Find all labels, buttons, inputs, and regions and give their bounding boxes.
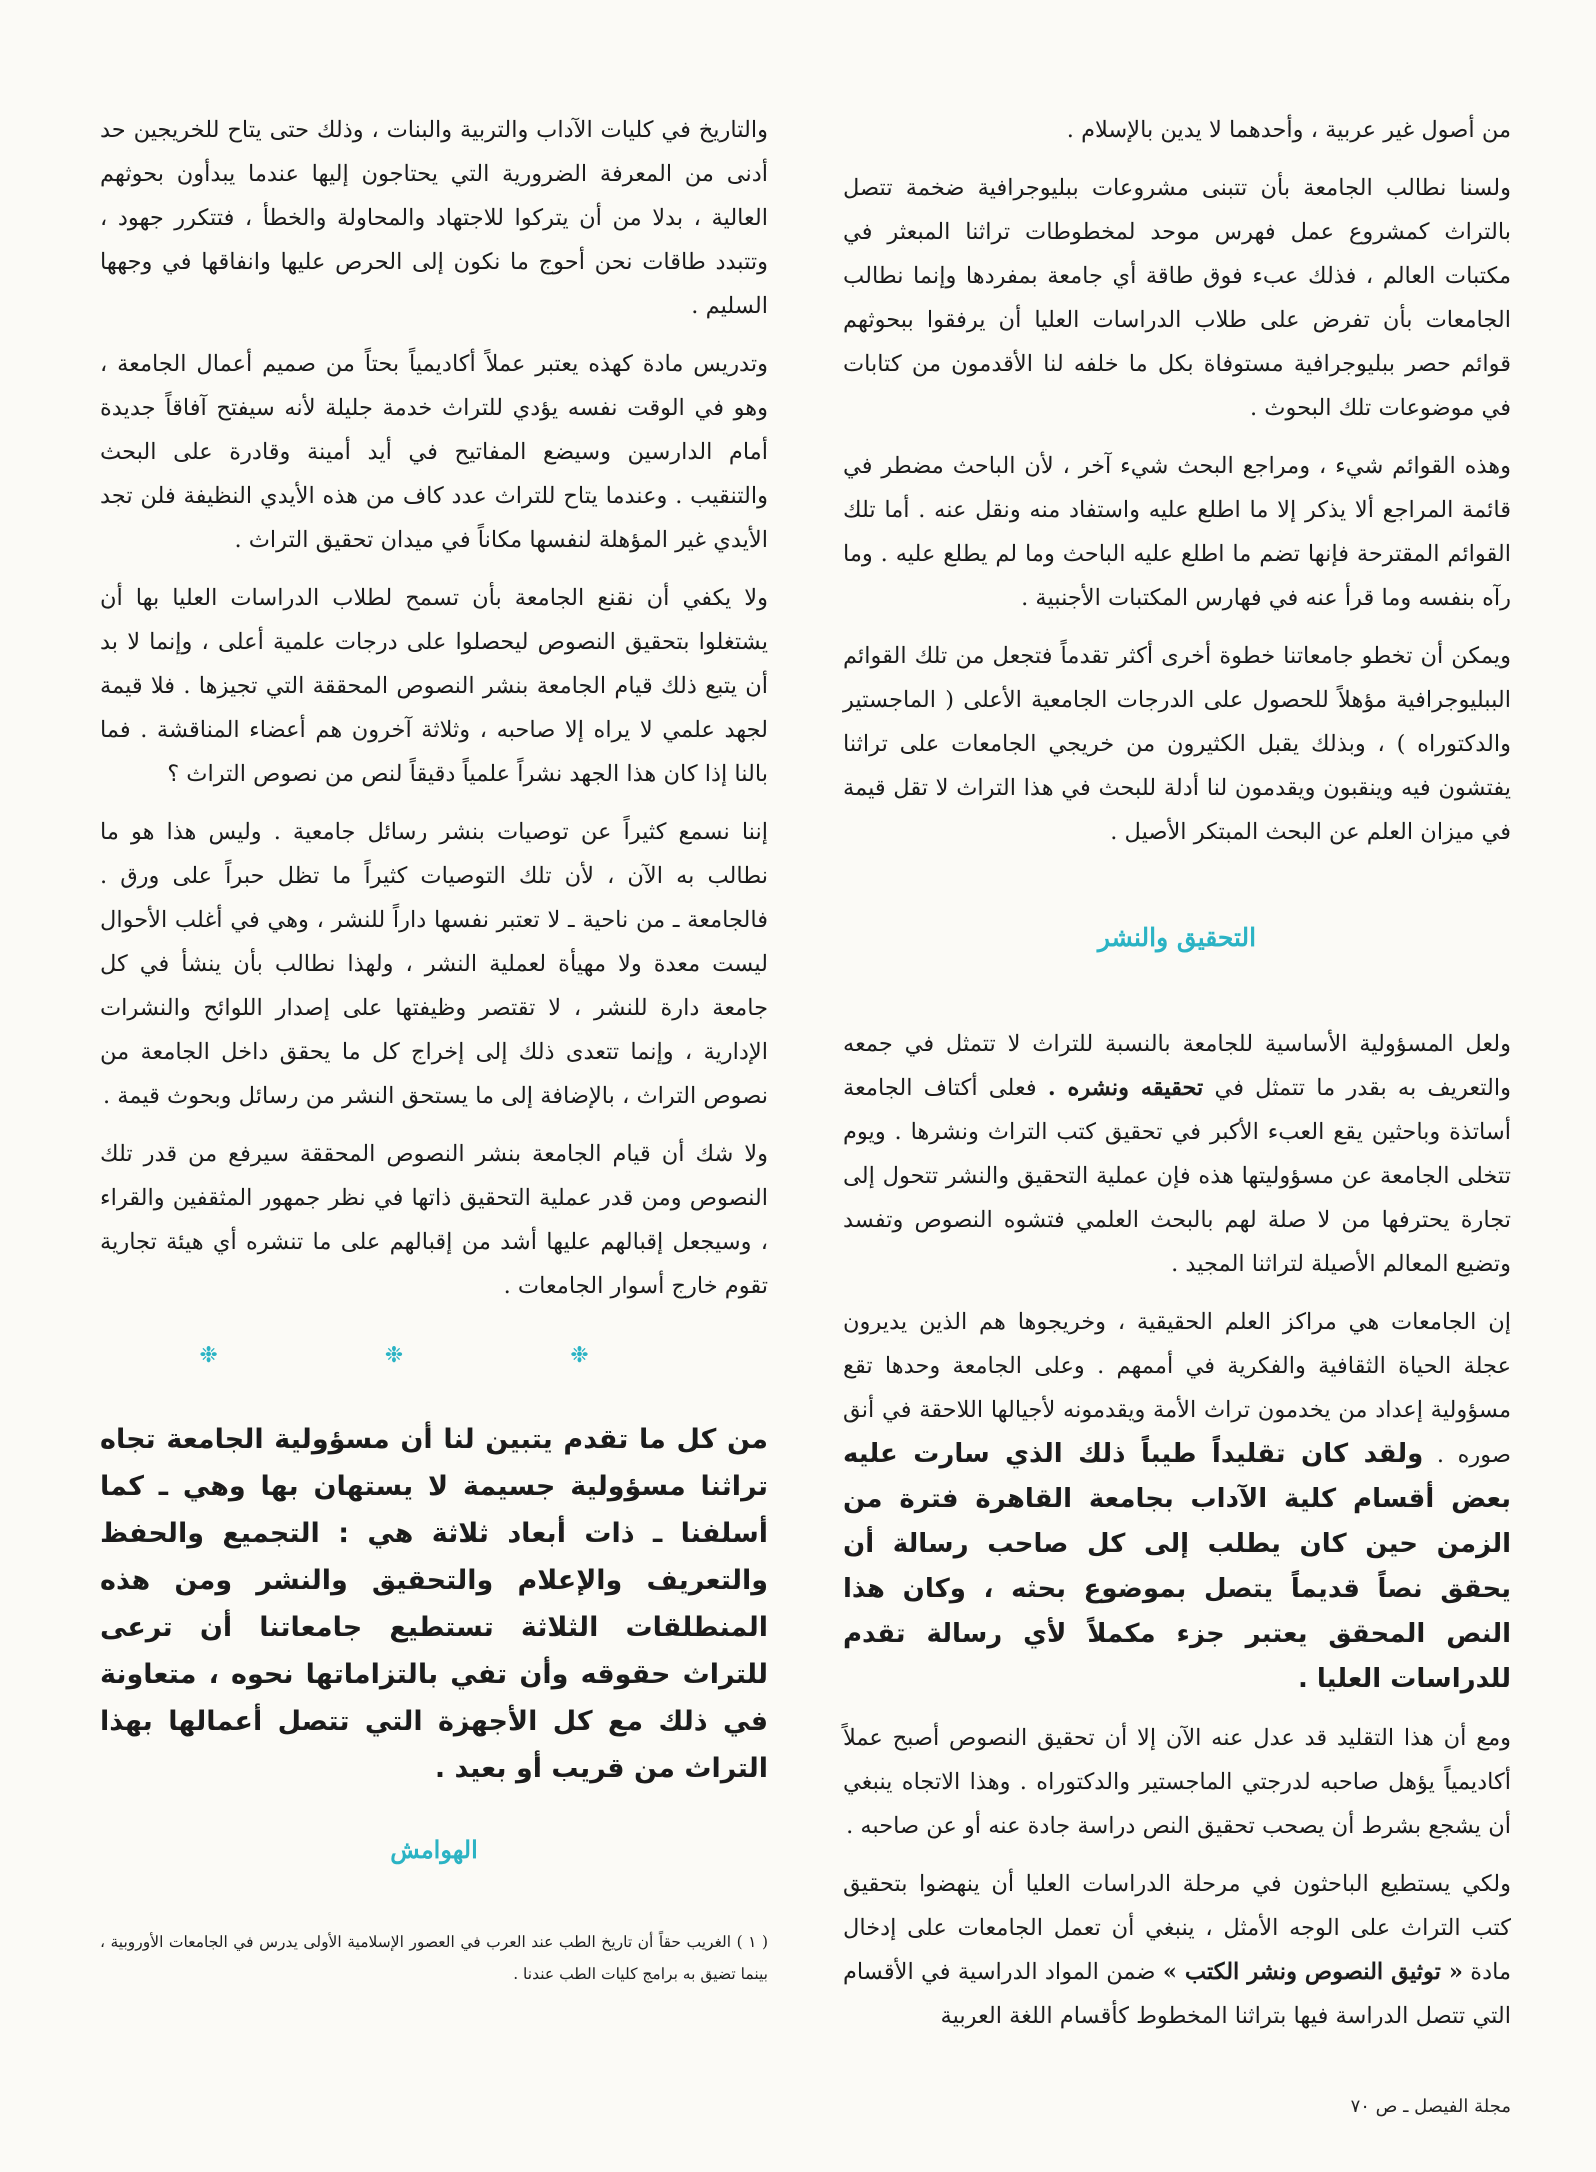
section-divider-stars: ❉ ❉ ❉: [199, 1343, 669, 1368]
paragraph: ولا يكفي أن نقنع الجامعة بأن تسمح لطلاب الدراسات العليا بها أن يشتغلوا بتحقيق النصوص ليحصلوا على درجات علمية أعلى ، وإنما لا بد أن يتبع ذلك قيام الجامعة بنشر النصوص المحققة التي تجيزها . فلا قيمة لجهد علمي لا يراه إلا صاحبه ، وثلاثة آخرون هم أعضاء المناقشة . فما بالنا إذا كان هذا الجهد نشراً علمياً دقيقاً لنص من نصوص التراث ؟: [100, 585, 768, 787]
paragraph: إننا نسمع كثيراً عن توصيات بنشر رسائل جامعية . وليس هذا هو ما نطالب به الآن ، لأن تلك التوصيات كثيراً ما تظل حبراً على ورق . فالجامعة ـ من ناحية ـ لا تعتبر نفسها داراً للنشر ، وهي في أغلب الأحوال ليست معدة ولا مهيأة لعملية النشر ، ولهذا نطالب بأن ينشأ في كل جامعة دارة للنشر ، لا تقتصر وظيفتها على إصدار اللوائح والنشرات الإدارية ، وإنما تتعدى ذلك إلى إخراج كل ما يحقق داخل الجامعة من نصوص التراث ، بالإضافة إلى ما يستحق النشر من رسائل وبحوث قيمة .: [100, 819, 768, 1109]
paragraph: [843, 1862, 1511, 2038]
right-column: [843, 108, 1511, 2052]
text-run: فعلى أكتاف الجامعة أساتذة وباحثين يقع العبء الأكبر في تحقيق كتب التراث ونشرها . ويوم تتخلى الجامعة عن مسؤوليتها هذه فإن عملية التحقيق والنشر تتحول إلى تجارة يحترفها من لا صلة لهم بالبحث العلمي فتشوه النصوص وتفسد وتضيع المعالم الأصيلة لتراثنا المجيد .: [843, 1075, 1511, 1277]
paragraph: [843, 1022, 1511, 1286]
footnote: ( ١ ) الغريب حقاً أن تاريخ الطب عند العرب في العصور الإسلامية الأولى يدرس في الجامعات الأوروبية ، بينما تضيق به برامج كليات الطب عندنا .: [100, 1933, 768, 1983]
notes-heading: الهوامش: [390, 1835, 478, 1864]
section-heading: التحقيق والنشر: [1097, 923, 1257, 952]
text-run: ضمن المواد الدراسية في الأقسام التي تتصل الدراسة فيها بتراثنا المخطوط كأقسام اللغة العربية: [843, 1959, 1511, 2029]
page-footer: مجلة الفيصل ـ ص ٧٠: [1350, 2096, 1511, 2117]
text-run: ولكي يستطيع الباحثون في مرحلة الدراسات العليا أن ينهضوا بتحقيق كتب التراث على الوجه الأمثل ، ينبغي أن تعمل الجامعات على إدخال مادة: [843, 1871, 1511, 1985]
paragraph: ويمكن أن تخطو جامعاتنا خطوة أخرى أكثر تقدماً فتجعل من تلك القوائم الببليوجرافية مؤهلاً للحصول على الدرجات الجامعية الأعلى ( الماجستير والدكتوراه ) ، وبذلك يقبل الكثيرون من خريجي الجامعات على تراثنا يفتشون فيه وينقبون ويقدمون لنا أدلة للبحث في هذا التراث لا تقل قيمة في ميزان العلم عن البحث المبتكر الأصيل .: [843, 643, 1511, 845]
text-run: إن الجامعات هي مراكز العلم الحقيقية ، وخريجوها هم الذين يديرون عجلة الحياة الثقافية والفكرية في أممهم . وعلى الجامعة وحدها تقع مسؤولية إعداد من يخدمون تراث الأمة ويقدمونه لأجيالها اللاحقة في أنق صوره .: [843, 1309, 1511, 1468]
paragraph: وتدريس مادة كهذه يعتبر عملاً أكاديمياً بحتاً من صميم أعمال الجامعة ، وهو في الوقت نفسه يؤدي للتراث خدمة جليلة لأنه سيفتح آفاقاً جديدة أمام الدارسين وسيضع المفاتيح في أيد أمينة وقادرة على البحث والتنقيب . وعندما يتاح للتراث عدد كاف من هذه الأيدي النظيفة فلن تجد الأيدي غير المؤهلة لنفسها مكاناً في ميدان تحقيق التراث .: [100, 351, 768, 553]
emphasis-text: تحقيقه ونشره .: [1047, 1075, 1204, 1101]
emphasis-text: « توثيق النصوص ونشر الكتب »: [1162, 1959, 1463, 1985]
paragraph: وهذه القوائم شيء ، ومراجع البحث شيء آخر ، لأن الباحث مضطر في قائمة المراجع ألا يذكر إلا ما اطلع عليه واستفاد منه ونقل عنه . أما تلك القوائم المقترحة فإنها تضم ما اطلع عليه الباحث وما لم يطلع عليه . وما رآه بنفسه وما قرأ عنه في فهارس المكتبات الأجنبية .: [843, 453, 1511, 611]
bold-passage: ولقد كان تقليداً طيباً ذلك الذي سارت عليه بعض أقسام كلية الآداب بجامعة القاهرة فترة من الزمن حين كان يطلب إلى كل صاحب رسالة أن يحقق نصاً قديماً يتصل بموضوع بحثه ، وكان هذا النص المحقق يعتبر جزء مكملاً لأي رسالة تقدم للدراسات العليا .: [843, 1439, 1511, 1694]
paragraph: ولا شك أن قيام الجامعة بنشر النصوص المحققة سيرفع من قدر تلك النصوص ومن قدر عملية التحقيق ذاتها في نظر جمهور المثقفين والقراء ، وسيجعل إقبالهم عليها أشد من إقبالهم على ما تنشره أي هيئة تجارية تقوم خارج أسوار الجامعات .: [100, 1141, 768, 1299]
paragraph: [843, 1300, 1511, 1702]
paragraph: والتاريخ في كليات الآداب والتربية والبنات ، وذلك حتى يتاح للخريجين حد أدنى من المعرفة الضرورية التي يحتاجون إليها عندما يبدأون بحوثهم العالية ، بدلا من أن يتركوا للاجتهاد والمحاولة والخطأ ، فتتكرر جهود ، وتتبدد طاقات نحن أحوج ما نكون إلى الحرص عليها وانفاقها في وجهها السليم .: [100, 117, 768, 319]
paragraph: ومع أن هذا التقليد قد عدل عنه الآن إلا أن تحقيق النصوص أصبح عملاً أكاديمياً يؤهل صاحبه لدرجتي الماجستير والدكتوراه . وهذا الاتجاه ينبغي أن يشجع بشرط أن يصحب تحقيق النص دراسة جادة عنه أو عن صاحبه .: [843, 1725, 1512, 1839]
paragraph: من أصول غير عربية ، وأحدهما لا يدين بالإسلام .: [1066, 117, 1511, 143]
conclusion-paragraph: من كل ما تقدم يتبين لنا أن مسؤولية الجامعة تجاه تراثنا مسؤولية جسيمة لا يستهان بها وهي ـ كما أسلفنا ـ ذات أبعاد ثلاثة هي : التجميع والحفظ والتعريف والإعلام والتحقيق والنشر ومن هذه المنطلقات الثلاثة تستطيع جامعاتنا أن ترعى للتراث حقوقه وأن تفي بالتزاماتها نحوه ، متعاونة في ذلك مع كل الأجهزة التي تتصل أعمالها بهذا التراث من قريب أو بعيد .: [100, 1424, 768, 1784]
paragraph: ولسنا نطالب الجامعة بأن تتبنى مشروعات ببليوجرافية ضخمة تتصل بالتراث كمشروع عمل فهرس موحد لمخطوطات تراثنا المبعثر في مكتبات العالم ، فذلك عبء فوق طاقة أي جامعة بمفردها وإنما نطالب الجامعات بأن تفرض على طلاب الدراسات العليا أن يرفقوا ببحوثهم قوائم حصر ببليوجرافية مستوفاة بكل ما خلفه لنا الأقدمون من كتابات في موضوعات تلك البحوث .: [843, 175, 1511, 421]
text-run: ولعل المسؤولية الأساسية للجامعة بالنسبة للتراث لا تتمثل في جمعه والتعريف به بقدر ما تتمثل في: [843, 1031, 1512, 1101]
left-column: [100, 108, 768, 2004]
